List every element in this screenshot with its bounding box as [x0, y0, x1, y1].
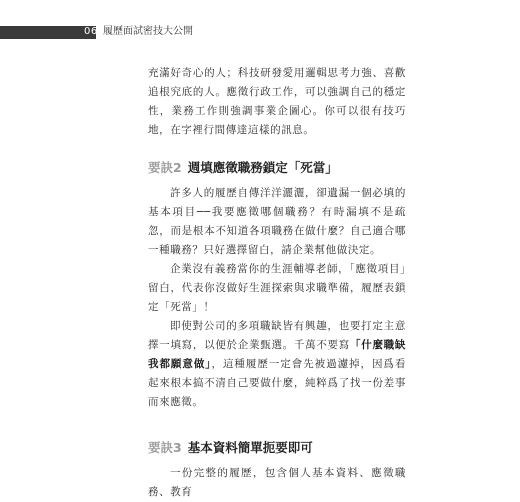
section-2-paragraph-1: 許多人的履歷自傳洋洋灑灑，卻遺漏一個必填的基本項目──我要應徵哪個職務？有時漏填不是疏忽，而是根本不知道各項職務在做什麼？自己適合哪一種職務？只好選擇留白，請企業幫他做決定。	[148, 187, 406, 256]
section-2-tag: 要訣2	[148, 160, 182, 175]
intro-paragraph: 充滿好奇心的人；科技研發愛用邏輯思考力強、喜歡追根究底的人。應徵行政工作，可以強調自己的穩定性，業務工作則強調事業企圖心。你可以很有技巧地，在字裡行間傳達這樣的訊息。	[148, 67, 406, 136]
section-3-tag: 要訣3	[148, 440, 182, 455]
book-title: 履歷面試密技大公開	[103, 26, 193, 37]
section-2-paragraph-2: 企業沒有義務當你的生涯輔導老師，「應徵項目」留白，代表你沒做好生涯探索與求職準備，履歷表鎖定「死當」！	[148, 263, 406, 313]
section-3-title	[148, 438, 406, 458]
section-2-heading: 週填應徵職務鎖定「死當」	[187, 160, 338, 175]
section-3-heading: 基本資料簡單扼要即可	[187, 440, 313, 455]
section-2-paragraph-3-text-b: ，這種履歷一定會先被過濾掉，因爲看起來根本搞不清自己要做什麼，純粹爲了找一份差事而來應徵。	[148, 358, 406, 408]
page-number: 062	[84, 26, 105, 37]
page-body	[148, 64, 406, 502]
section-2-title	[148, 158, 406, 178]
section-2-paragraph-3	[148, 317, 406, 412]
section-3-paragraph-1: 一份完整的履歷，包含個人基本資料、應徵職務、教育	[148, 467, 406, 498]
header-bar	[0, 26, 96, 39]
emphasis-quote: 「什麼職缺我都願意做」	[148, 339, 406, 370]
section-2-paragraph-3-text-a: 即使對公司的多項職缺皆有興趣，也要打定主意擇一填寫，以便於企業甄選。千萬不要寫	[148, 320, 406, 351]
